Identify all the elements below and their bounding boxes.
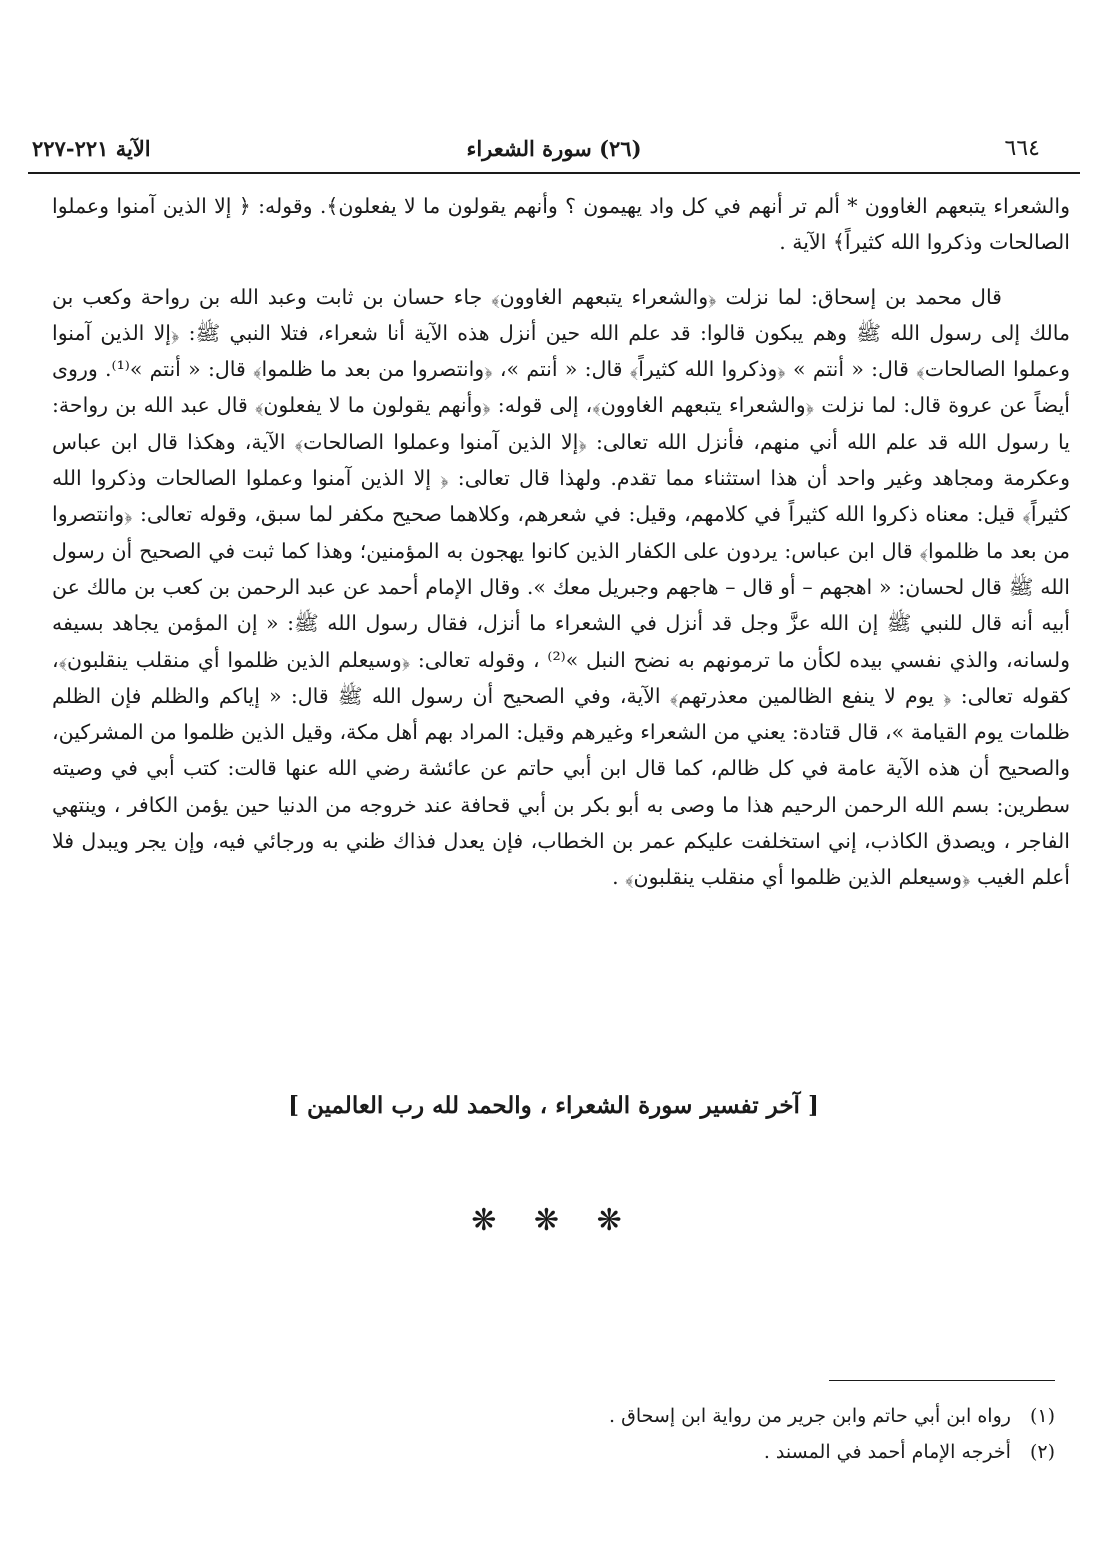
ayah-range: الآية ٢٢١-٢٢٧ [32, 136, 151, 161]
page-number: ٦٦٤ [1004, 136, 1040, 161]
footnotes [55, 1398, 1055, 1470]
closing-line: [ آخر تفسير سورة الشعراء ، والحمد لله رب العالمين ] [288, 1092, 819, 1119]
page-header [28, 132, 1080, 174]
footnote-number: (١) [1029, 1405, 1055, 1427]
surah-title: (٢٦) سورة الشعراء [466, 136, 642, 161]
main-text [52, 188, 1070, 896]
footnote-number: (٢) [1029, 1441, 1055, 1463]
footnote-separator [829, 1380, 1055, 1381]
footnote-item [55, 1434, 1055, 1470]
footnote-item [55, 1398, 1055, 1434]
paragraph-1: والشعراء يتبعهم الغاوون * ألم تر أنهم في كل واد يهيمون ؟ وأنهم يقولون ما لا يفعلون﴾. وقوله: ﴿ إلا الذين آمنوا وعملوا الصالحات وذكروا الله كثيراً﴾ الآية . [52, 194, 1070, 255]
footnote-text: أخرجه الإمام أحمد في المسند . [763, 1441, 1011, 1463]
footnote-text: رواه ابن أبي حاتم وابن جرير من رواية ابن إسحاق . [609, 1405, 1011, 1427]
asterism-divider: ❋ ❋ ❋ [471, 1203, 636, 1238]
paragraph-2: قال محمد بن إسحاق: لما نزلت ﴿والشعراء يتبعهم الغاوون﴾ جاء حسان بن ثابت وعبد الله بن رواحة وكعب بن مالك إلى رسول الله ﷺ وهم يبكون قالوا: قد علم الله حين أنزل هذه الآية أنا شعراء، فتلا النبي ﷺ: ﴿إلا الذين آمنوا وعملوا الصالحات﴾ قال: « أنتم » ﴿وذكروا الله كثيراً﴾ قال: « أنتم »، ﴿وانتصروا من بعد ما ظلموا﴾ قال: « أنتم »⁽¹⁾. وروى أيضاً عن عروة قال: لما نزلت ﴿والشعراء يتبعهم الغاوون﴾، إلى قوله: ﴿وأنهم يقولون ما لا يفعلون﴾ قال عبد الله بن رواحة: يا رسول الله قد علم الله أني منهم، فأنزل الله تعالى: ﴿إلا الذين آمنوا وعملوا الصالحات﴾ الآية، وهكذا قال ابن عباس وعكرمة ومجاهد وغير واحد أن هذا استثناء مما تقدم. ولهذا قال تعالى: ﴿ إلا الذين آمنوا وعملوا الصالحات وذكروا الله كثيراً﴾ قيل: معناه ذكروا الله كثيراً في كلامهم، وقيل: في شعرهم، وكلاهما صحيح مكفر لما سبق، وقوله تعالى: ﴿وانتصروا من بعد ما ظلموا﴾ قال ابن عباس: يردون على الكفار الذين كانوا يهجون به المؤمنين؛ وهذا كما ثبت في الصحيح أن رسول الله ﷺ قال لحسان: « اهجهم – أو قال – هاجهم وجبريل معك ». وقال الإمام أحمد عن عبد الرحمن بن كعب بن مالك عن أبيه أنه قال للنبي ﷺ إن الله عزَّ وجل قد أنزل في الشعراء ما أنزل، فقال رسول الله ﷺ: « إن المؤمن يجاهد بسيفه ولسانه، والذي نفسي بيده لكأن ما ترمونهم به نضح النبل »⁽²⁾ ، وقوله تعالى: ﴿وسيعلم الذين ظلموا أي منقلب ينقلبون﴾، كقوله تعالى: ﴿ يوم لا ينفع الظالمين معذرتهم﴾ الآية، وفي الصحيح أن رسول الله ﷺ قال: « إياكم والظلم فإن الظلم ظلمات يوم القيامة »، قال قتادة: يعني من الشعراء وغيرهم وقيل: المراد بهم أهل مكة، وقيل الذين ظلموا من المشركين، والصحيح أن هذه الآية عامة في كل ظالم، كما قال ابن أبي حاتم عن عائشة رضي الله عنها قالت: كتب أبي في وصيته سطرين: بسم الله الرحمن الرحيم هذا ما وصى به أبو بكر بن أبي قحافة عند خروجه من الدنيا حين يؤمن الكافر ، وينتهي الفاجر ، ويصدق الكاذب، إني استخلفت عليكم عمر بن الخطاب، فإن يعدل فذاك ظني به ورجائي فيه، وإن يجر ويبدل فلا أعلم الغيب ﴿وسيعلم الذين ظلموا أي منقلب ينقلبون﴾ . [52, 284, 1071, 890]
